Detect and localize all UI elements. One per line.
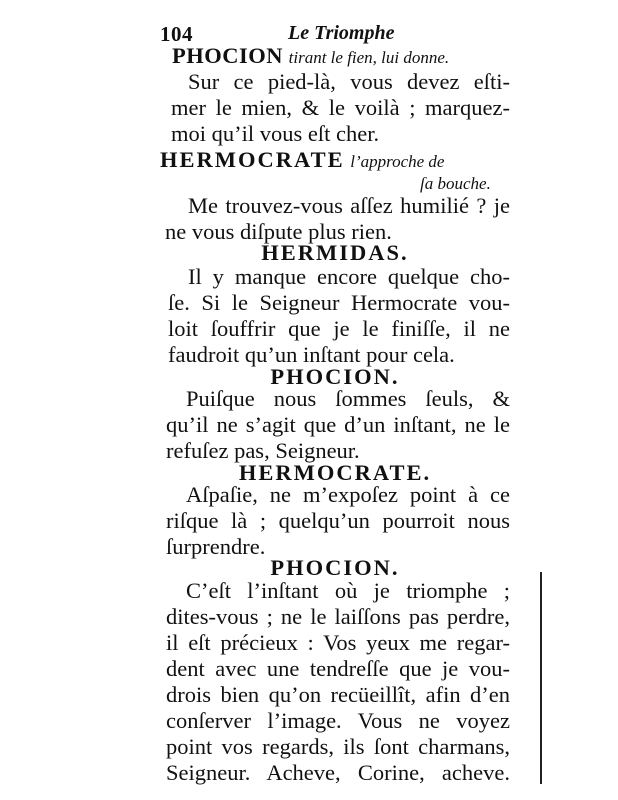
text-line: ſe. Si le Seigneur Hermocrate vou-: [168, 290, 510, 315]
text-line: dites-vous ; ne le laiſſons pas perdre,: [166, 604, 510, 629]
speaker-line: [160, 147, 444, 175]
text-line: refuſez pas, Seigneur.: [166, 438, 360, 463]
text-line: faudroit qu’un inſtant pour cela.: [168, 342, 455, 367]
text-line: drois bien qu’on recüeillît, afin d’en: [166, 682, 510, 707]
running-header: [160, 22, 510, 44]
text-line: ne vous diſpute plus rien.: [165, 219, 392, 244]
text-line: Puiſque nous ſommes ſeuls, &: [186, 386, 510, 411]
page-edge-line: [540, 572, 542, 784]
speaker-name: HERMOCRATE: [160, 147, 345, 172]
stage-direction: tirant le fien, lui donne.: [288, 48, 450, 67]
running-title: Le Triomphe: [288, 22, 395, 44]
text-line: Seigneur. Acheve, Corine, acheve.: [166, 760, 510, 785]
text-line: Me trouvez-vous aſſez humilié ? je: [188, 193, 510, 218]
text-line: il eſt précieux : Vos yeux me regar-: [166, 630, 510, 655]
text-line: dent avec une tendreſſe que je vou-: [166, 656, 510, 681]
text-line: ſurprendre.: [166, 534, 266, 559]
text-line: Sur ce pied-là, vous devez eſti-: [188, 69, 510, 94]
stage-direction: l’approche de: [350, 152, 445, 171]
text-line: moi qu’il vous eſt cher.: [171, 121, 380, 146]
text-line: mer le mien, & le voilà ; marquez-: [171, 95, 510, 120]
page-number: 104: [160, 22, 193, 46]
text-line: Aſpaſie, ne m’expoſez point à ce: [186, 482, 510, 507]
text-line: Il y manque encore quelque cho-: [188, 264, 510, 289]
text-line: riſque là ; quelqu’un pourroit nous: [166, 508, 510, 533]
text-line: qu’il ne s’agit que d’un inſtant, ne le: [166, 412, 510, 437]
text-line: loit ſouffrir que je le finiſſe, il ne: [168, 316, 510, 341]
speaker-line: [172, 43, 449, 71]
text-line: C’eſt l’inſtant où je triomphe ;: [186, 578, 510, 603]
speaker-name: PHOCION: [172, 43, 284, 68]
stage-direction: ſa bouche.: [420, 174, 491, 193]
speaker-name: PHOCION.: [270, 364, 400, 389]
text-line: conſerver l’image. Vous ne voyez: [166, 708, 510, 733]
speaker-name: HERMIDAS.: [261, 240, 409, 265]
speaker-name: HERMOCRATE.: [238, 460, 432, 485]
text-line: point vos regards, ils ſont charmans,: [166, 734, 510, 759]
speaker-name: PHOCION.: [270, 555, 400, 580]
